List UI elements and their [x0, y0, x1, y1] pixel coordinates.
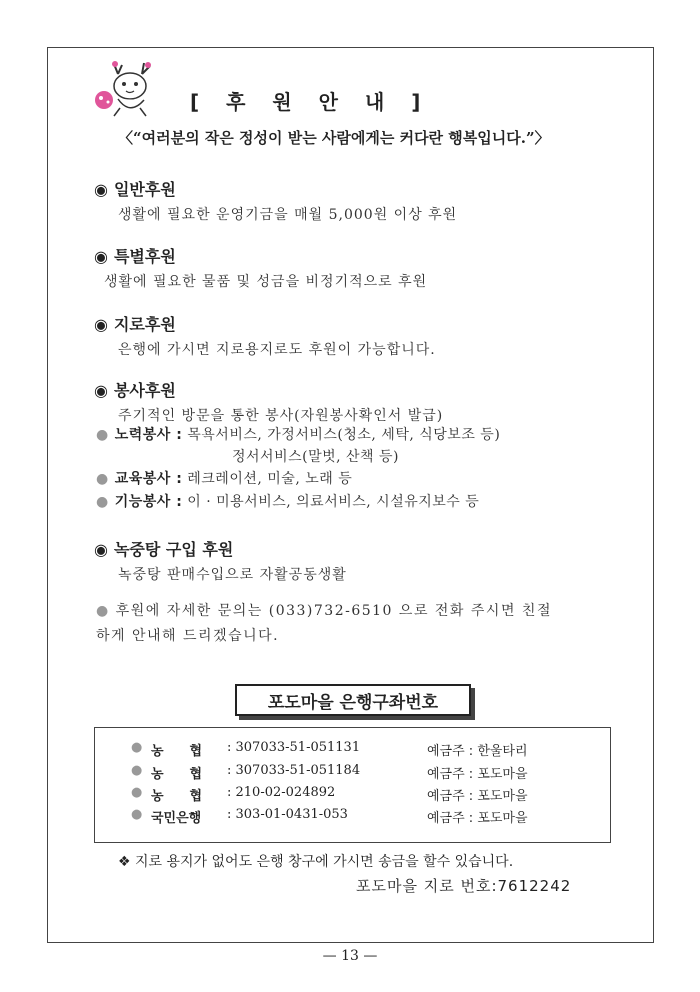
section-nokjung: [94, 537, 347, 584]
bank-account-box: [94, 727, 611, 843]
note-line-2: 하게 안내해 드리겠습니다.: [96, 628, 280, 644]
bullet-icon: ●: [131, 785, 143, 800]
volunteer-label: 기능봉사 :: [114, 494, 183, 510]
volunteer-item-education: [96, 468, 352, 488]
note-line-1: 후원에 자세한 문의는 (033)732-6510 으로 전화 주시면 친절: [115, 603, 552, 619]
section-desc: 생활에 필요한 운영기금을 매월 5,000원 이상 후원: [118, 207, 458, 223]
section-mark-icon: ◉: [94, 540, 108, 559]
bullet-icon: ●: [96, 427, 109, 443]
section-giro: [94, 312, 436, 359]
volunteer-item-labor-cont: 정서서비스(말벗, 산책 등): [232, 449, 400, 465]
deer-mascot-icon: [88, 60, 178, 120]
section-title: 지로후원: [113, 315, 176, 334]
bank-account-row: [131, 807, 601, 829]
bullet-icon: ●: [96, 494, 109, 510]
bank-title: 포도마을 은행구좌번호: [235, 684, 471, 716]
giro-number: 포도마을 지로 번호:7612242: [356, 877, 572, 895]
section-title: 봉사후원: [113, 381, 176, 400]
volunteer-item-skill: [96, 491, 479, 511]
section-mark-icon: ◉: [94, 247, 108, 266]
account-number: : 307033-51-051184: [227, 763, 361, 778]
account-number: : 210-02-024892: [227, 785, 336, 800]
section-mark-icon: ◉: [94, 315, 108, 334]
section-desc: 주기적인 방문을 통한 봉사(자원봉사확인서 발급): [118, 408, 444, 424]
volunteer-text: 이 · 미용서비스, 의료서비스, 시설유지보수 등: [187, 494, 480, 510]
bullet-icon: ●: [96, 471, 109, 487]
bank-name: 농 협: [151, 767, 203, 782]
bank-account-row: [131, 785, 601, 807]
account-holder: 예금주 : 한울타리: [427, 744, 528, 759]
bullet-icon: ●: [131, 763, 143, 778]
giro-notice: ❖ 지로 용지가 없어도 은행 창구에 가시면 송금을 할수 있습니다.: [118, 854, 514, 870]
section-special: [94, 244, 427, 291]
bullet-icon: ●: [131, 807, 143, 822]
volunteer-text: 목욕서비스, 가정서비스(청소, 세탁, 식당보조 등): [187, 427, 501, 443]
section-desc: 녹중탕 판매수입으로 자활공동생활: [118, 567, 347, 583]
volunteer-item-labor: [96, 424, 500, 444]
volunteer-label: 노력봉사 :: [114, 427, 183, 443]
bank-name: 농 협: [151, 744, 203, 759]
volunteer-label: 교육봉사 :: [114, 471, 183, 487]
section-desc: 은행에 가시면 지로용지로도 후원이 가능합니다.: [118, 342, 436, 358]
section-general: [94, 177, 457, 224]
section-volunteer: [94, 378, 443, 425]
account-number: : 303-01-0431-053: [227, 807, 348, 822]
section-desc: 생활에 필요한 물품 및 성금을 비정기적으로 후원: [104, 274, 428, 290]
section-title: 일반후원: [113, 180, 176, 199]
section-mark-icon: ◉: [94, 381, 108, 400]
section-title: 특별후원: [113, 247, 176, 266]
section-title: 녹중탕 구입 후원: [113, 540, 234, 559]
bullet-icon: ●: [96, 603, 110, 619]
tagline: 〈“여러분의 작은 정성이 받는 사람에게는 커다란 행복입니다.”〉: [118, 129, 550, 147]
bank-name: 농 협: [151, 789, 203, 804]
bullet-icon: ●: [131, 740, 143, 755]
page-number: — 13 —: [322, 948, 378, 964]
account-number: : 307033-51-051131: [227, 740, 361, 755]
account-holder: 예금주 : 포도마을: [427, 811, 528, 826]
volunteer-text: 레크레이션, 미술, 노래 등: [187, 471, 353, 487]
account-holder: 예금주 : 포도마을: [427, 789, 528, 804]
bank-account-row: [131, 763, 601, 785]
bank-account-row: [131, 740, 601, 762]
inquiry-note: [96, 599, 616, 649]
bank-name: 국민은행: [151, 811, 202, 826]
page-title: [ 후 원 안 내 ]: [190, 90, 431, 114]
section-mark-icon: ◉: [94, 180, 108, 199]
account-holder: 예금주 : 포도마을: [427, 767, 528, 782]
